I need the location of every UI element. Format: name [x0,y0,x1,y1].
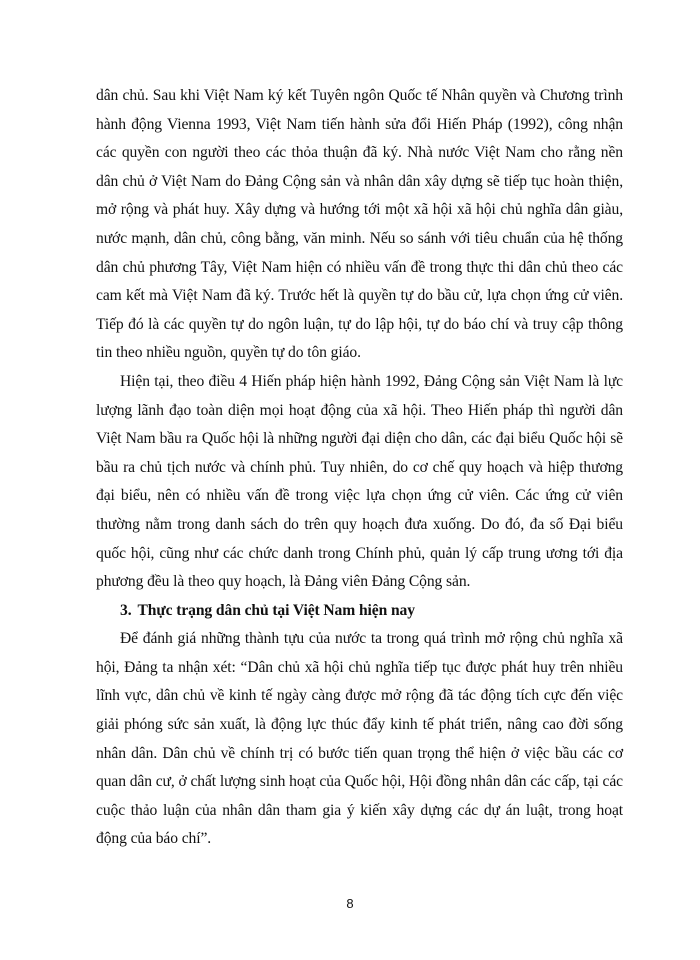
page-number: 8 [346,896,354,911]
section-heading-title: Thực trạng dân chủ tại Việt Nam hiện nay [137,601,415,619]
document-body [96,82,623,854]
body-paragraph-3: Để đánh giá những thành tựu của nước ta trong quá trình mở rộng chủ nghĩa xã hội, Đảng ta nhận xét: “Dân chủ xã hội chủ nghĩa tiếp tục được phát huy trên nhiều lĩnh vực, dân chủ về kinh tế ngày càng được mở rộng đã tác động tích cực đến việc giải phóng sức sản xuất, là động lực thúc đẩy kinh tế phát triển, nâng cao đời sống nhân dân. Dân chủ về chính trị có bước tiến quan trọng thể hiện ở việc bầu các cơ quan dân cư, ở chất lượng sinh hoạt của Quốc hội, Hội đồng nhân dân các cấp, tại các cuộc thảo luận của nhân dân tham gia ý kiến xây dựng các dự án luật, trong hoạt động của báo chí”. [96,630,623,848]
section-heading [96,597,623,626]
section-heading-number: 3. [120,601,132,619]
body-paragraph-1: dân chủ. Sau khi Việt Nam ký kết Tuyên ngôn Quốc tế Nhân quyền và Chương trình hành động Vienna 1993, Việt Nam tiến hành sửa đổi Hiến Pháp (1992), công nhận các quyền con người theo các thỏa thuận đã ký. Nhà nước Việt Nam cho rằng nền dân chủ ở Việt Nam do Đảng Cộng sản và nhân dân xây dựng sẽ tiếp tục hoàn thiện, mở rộng và phát huy. Xây dựng và hướng tới một xã hội xã hội chủ nghĩa dân giàu, nước mạnh, dân chủ, công bằng, văn minh. Nếu so sánh với tiêu chuẩn của hệ thống dân chủ phương Tây, Việt Nam hiện có nhiều vấn đề trong thực thi dân chủ theo các cam kết mà Việt Nam đã ký. Trước hết là quyền tự do bầu cử, lựa chọn ứng cử viên. Tiếp đó là các quyền tự do ngôn luận, tự do lập hội, tự do báo chí và truy cập thông tin theo nhiều nguồn, quyền tự do tôn giáo. [96,87,623,362]
body-paragraph-2: Hiện tại, theo điều 4 Hiến pháp hiện hành 1992, Đảng Cộng sản Việt Nam là lực lượng lãnh đạo toàn diện mọi hoạt động của xã hội. Theo Hiến pháp thì người dân Việt Nam bầu ra Quốc hội là những người đại diện cho dân, các đại biểu Quốc hội sẽ bầu ra chủ tịch nước và chính phủ. Tuy nhiên, do cơ chế quy hoạch và hiệp thương đại biểu, nên có nhiều vấn đề trong việc lựa chọn ứng cử viên. Các ứng cử viên thường nằm trong danh sách do trên quy hoạch đưa xuống. Do đó, đa số Đại biểu quốc hội, cũng như các chức danh trong Chính phủ, quản lý cấp trung ương tới địa phương đều là theo quy hoạch, là Đảng viên Đảng Cộng sản. [96,372,623,591]
